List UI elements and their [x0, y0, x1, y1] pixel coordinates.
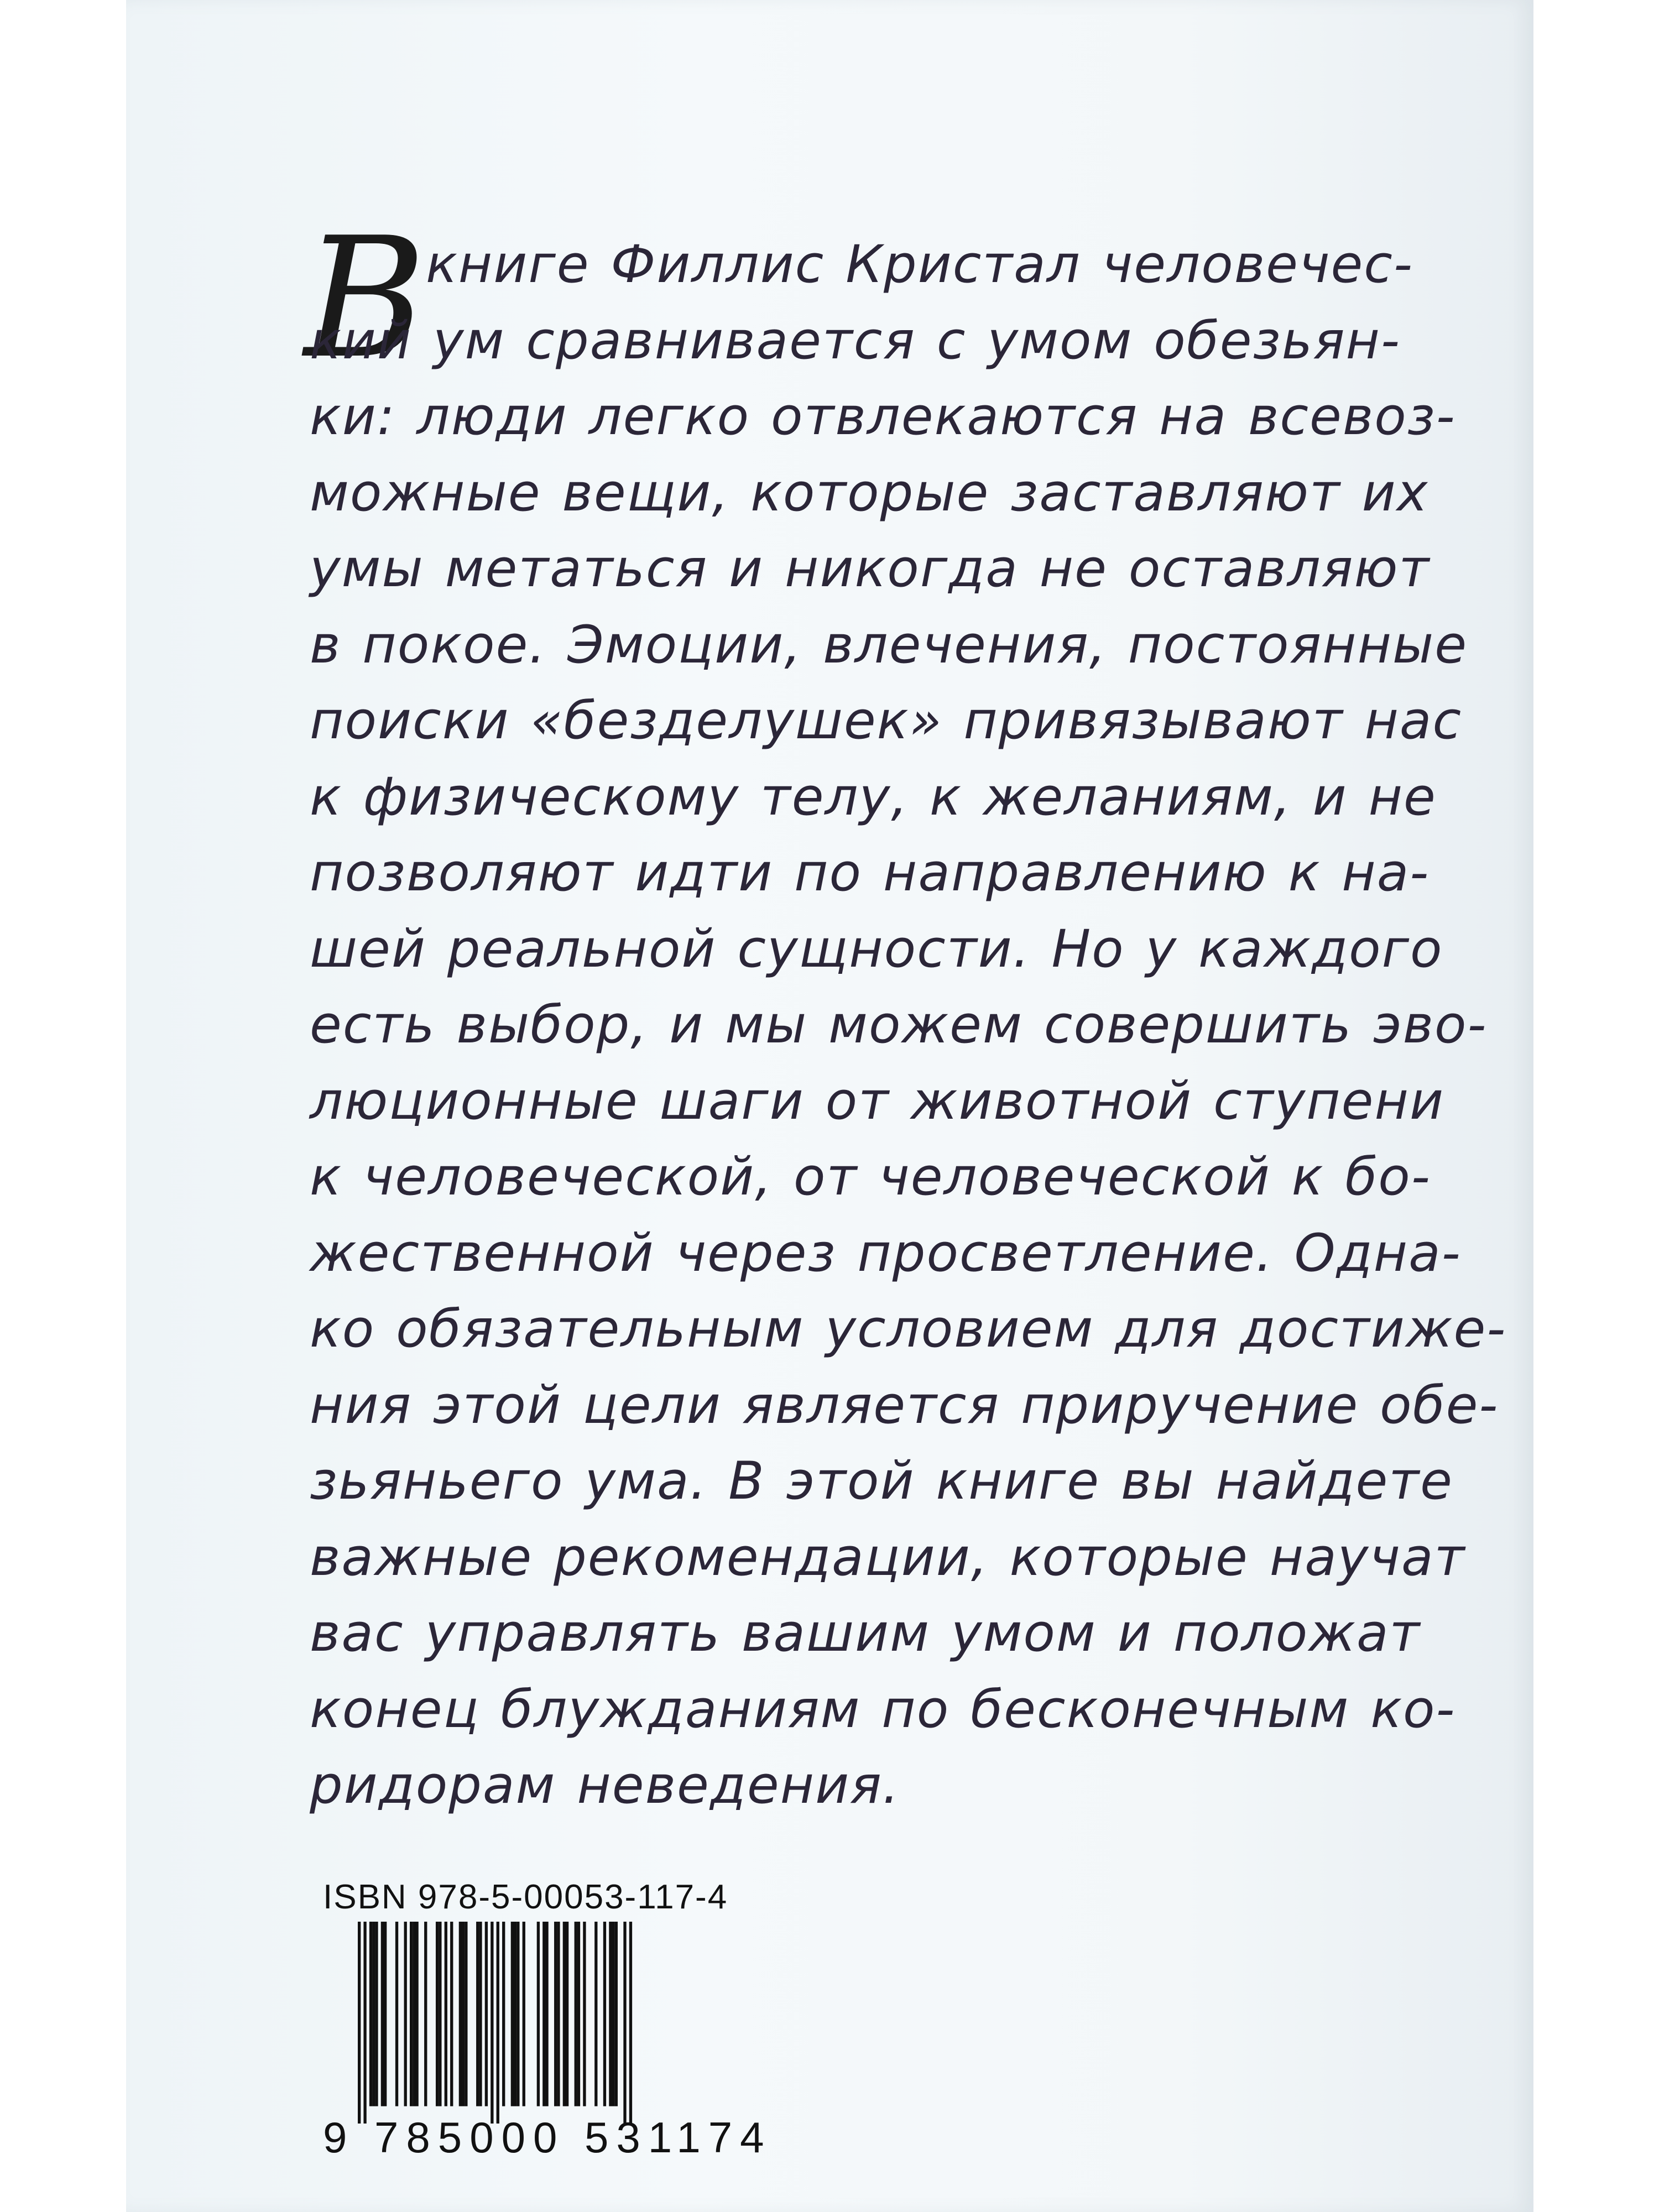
barcode-bar [517, 1922, 519, 2106]
blurb-line: в покое. Эмоции, влечения, постоянные [310, 614, 1468, 675]
barcode-bar [436, 1922, 439, 2106]
barcode-bar [450, 1922, 453, 2106]
blurb-line: жественной через просветление. Одна- [310, 1223, 1462, 1284]
barcode-bar [545, 1922, 548, 2106]
blurb-line: конец блужданиям по бесконечным ко- [310, 1679, 1456, 1740]
barcode-bar [465, 1922, 467, 2106]
barcode-bar [577, 1922, 580, 2106]
barcode-bar [372, 1922, 375, 2106]
barcode-bar [476, 1922, 479, 2106]
blurb-line: ния этой цели является приручение обе- [310, 1375, 1499, 1436]
barcode-bar [612, 1922, 614, 2106]
barcode-bar [502, 1922, 505, 2106]
barcode-bar [445, 1922, 447, 2106]
barcode-bar [623, 1922, 626, 2124]
blurb-line: люционные шаги от животной ступени [310, 1071, 1445, 1131]
barcode-bar [459, 1922, 462, 2106]
barcode-bar [491, 1922, 493, 2124]
blurb-line: позволяют идти по направлению к на- [310, 843, 1430, 903]
blurb-line: ки: люди легко отвлекаются на всевоз- [310, 387, 1456, 447]
blurb-line: к человеческой, от человеческой к бо- [310, 1147, 1431, 1207]
barcode-bar [381, 1922, 384, 2106]
blurb-line: зьяньего ума. В этой книге вы найдете [310, 1451, 1453, 1511]
barcode-bar [615, 1922, 618, 2106]
blurb-line: шей реальной сущности. Но у каждого [310, 919, 1443, 979]
barcode-bar [375, 1922, 378, 2106]
barcode-bar [497, 1922, 499, 2124]
barcode-bar [629, 1922, 632, 2124]
barcode-bar [563, 1922, 566, 2106]
barcode-bar [462, 1922, 465, 2106]
isbn-barcode [332, 1922, 658, 2124]
barcode-bar [537, 1922, 540, 2106]
barcode-bar [485, 1922, 488, 2106]
blurb-line: ридорам неведения. [310, 1755, 900, 1815]
blurb-line: книге Филлис Кристал человечес- [426, 234, 1413, 295]
barcode-bar [413, 1922, 415, 2106]
barcode-bar [566, 1922, 568, 2106]
blurb-line: умы метаться и никогда не оставляют [310, 539, 1431, 599]
barcode-bar [384, 1922, 387, 2106]
barcode-bar [369, 1922, 372, 2106]
blurb-line: вас управлять вашим умом и положат [310, 1603, 1421, 1663]
drop-cap-letter: В [304, 202, 426, 395]
barcode-bar [363, 1922, 366, 2124]
barcode-bar [410, 1922, 413, 2106]
blurb-line: к физическому телу, к желаниям, и не [310, 766, 1437, 827]
barcode-bar [554, 1922, 557, 2106]
barcode-bar [542, 1922, 545, 2106]
barcode-bar [415, 1922, 418, 2106]
blurb-line: есть выбор, и мы можем совершить эво- [310, 995, 1488, 1055]
barcode-bar [404, 1922, 407, 2106]
barcode-bar [575, 1922, 577, 2106]
barcode-bar [594, 1922, 597, 2106]
barcode-bar [395, 1922, 398, 2106]
isbn-label: ISBN 978-5-00053-117-4 [323, 1878, 728, 1916]
blurb-line: поиски «безделушек» привязывают нас [310, 691, 1463, 751]
barcode-bar [523, 1922, 525, 2106]
blurb-line: важные рекомендации, которые научат [310, 1527, 1466, 1588]
blurb-line: можные вещи, которые заставляют их [310, 462, 1429, 523]
barcode-digits: 9 785000 531174 [323, 2113, 772, 2162]
barcode-bar [514, 1922, 517, 2106]
barcode-bar [358, 1922, 361, 2124]
barcode-bar [603, 1922, 606, 2106]
barcode-bar [479, 1922, 482, 2106]
blurb-text [310, 227, 1507, 1824]
barcode-bar [583, 1922, 586, 2106]
barcode-bar [439, 1922, 441, 2106]
barcode-bar [511, 1922, 514, 2106]
barcode-bar [609, 1922, 612, 2106]
blurb-line: ко обязательным условием для достиже- [310, 1299, 1507, 1359]
blurb-line: кий ум сравнивается с умом обезьян- [310, 310, 1401, 371]
barcode-bar [557, 1922, 560, 2106]
barcode-bar [424, 1922, 427, 2106]
